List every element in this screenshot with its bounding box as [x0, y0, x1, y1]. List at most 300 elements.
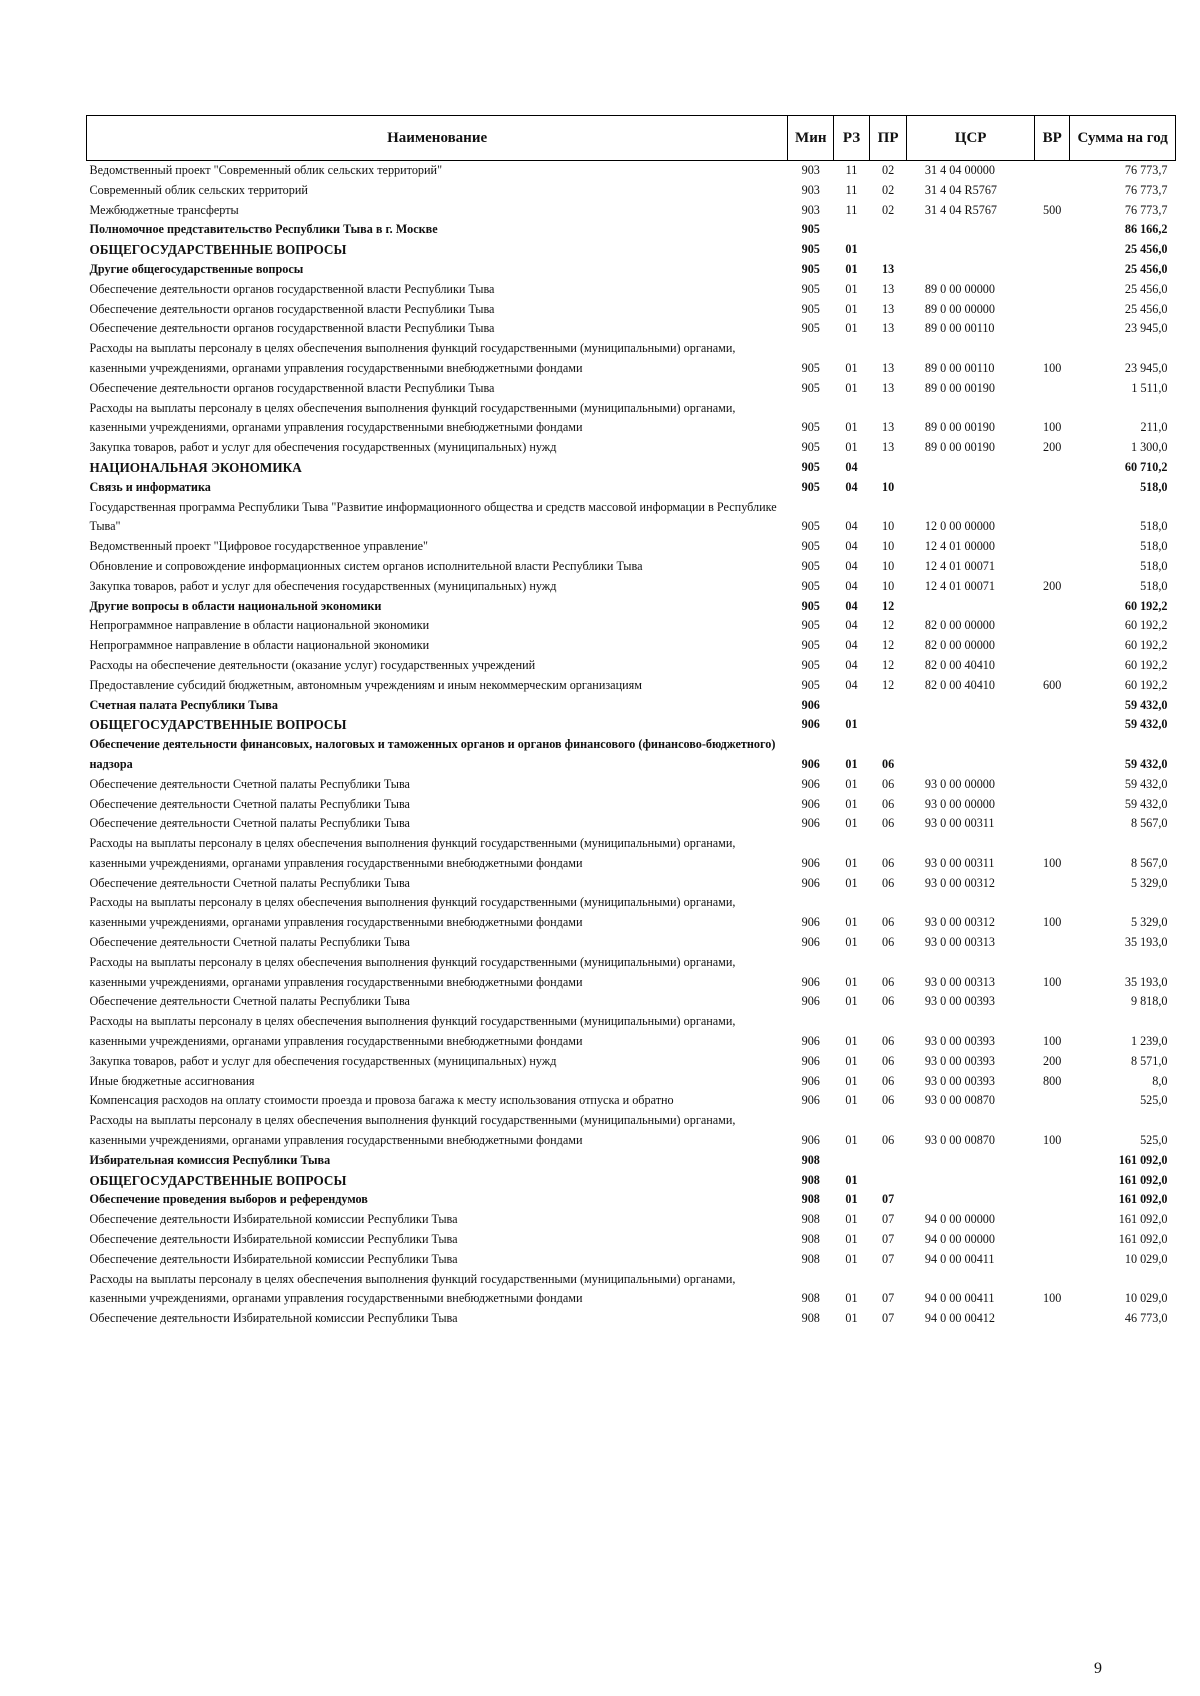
row-csr: 12 4 01 00000 [924, 539, 995, 554]
row-vr: 100 [1043, 855, 1062, 870]
table-row [87, 319, 1176, 339]
row-name: Обеспечение проведения выборов и референдумов [89, 1192, 368, 1207]
row-sum: 161 092,0 [1118, 1152, 1168, 1167]
row-name: Расходы на выплаты персоналу в целях обеспечения выполнения функций государственными (муниципальными) органами, казенными учреждениями, органами управления государственными внебюджетными фондами [89, 1271, 736, 1306]
row-csr [907, 597, 1035, 617]
row-vr [1034, 992, 1070, 1012]
table-row [87, 874, 1176, 894]
row-vr [1034, 735, 1070, 775]
row-min: 908 [801, 1192, 820, 1207]
row-vr [1034, 1171, 1070, 1191]
row-vr [1034, 220, 1070, 240]
row-name: Другие общегосударственные вопросы [89, 261, 304, 276]
row-vr [1034, 458, 1070, 478]
row-rz: 01 [845, 321, 858, 336]
row-sum: 10 029,0 [1124, 1291, 1168, 1306]
table-row [87, 834, 1176, 874]
row-rz: 01 [845, 1192, 858, 1207]
row-min: 905 [801, 380, 820, 395]
row-csr: 93 0 00 00393 [924, 1034, 995, 1049]
row-rz: 04 [845, 539, 858, 554]
row-csr: 31 4 04 R5767 [924, 202, 998, 217]
row-sum: 5 329,0 [1130, 875, 1168, 890]
row-name: ОБЩЕГОСУДАРСТВЕННЫЕ ВОПРОСЫ [89, 242, 347, 258]
row-pr: 10 [881, 519, 895, 534]
row-rz: 01 [845, 420, 858, 435]
row-sum: 76 773,7 [1124, 163, 1168, 177]
row-min: 906 [801, 717, 820, 732]
row-rz: 04 [845, 519, 858, 534]
table-row [87, 933, 1176, 953]
row-min: 905 [801, 677, 820, 692]
row-min: 903 [801, 163, 820, 177]
table-row [87, 953, 1176, 993]
row-pr: 07 [881, 1311, 895, 1326]
row-pr: 06 [881, 855, 895, 870]
row-sum: 59 432,0 [1124, 756, 1168, 771]
row-min: 905 [801, 360, 820, 375]
table-row [87, 775, 1176, 795]
row-rz: 01 [845, 380, 858, 395]
row-sum: 161 092,0 [1118, 1172, 1168, 1187]
page-number: 9 [1094, 1660, 1102, 1677]
row-sum: 25 456,0 [1124, 261, 1168, 276]
row-sum: 8 567,0 [1130, 816, 1168, 831]
row-sum: 59 432,0 [1124, 776, 1168, 791]
row-csr: 93 0 00 00311 [924, 855, 995, 870]
row-sum: 35 193,0 [1124, 974, 1168, 989]
row-min: 905 [801, 578, 820, 593]
row-pr: 06 [881, 776, 895, 791]
row-min: 906 [801, 1133, 820, 1148]
row-min: 905 [801, 242, 820, 257]
table-row [87, 616, 1176, 636]
row-sum: 59 432,0 [1124, 796, 1168, 811]
row-vr [1034, 240, 1070, 260]
row-csr: 93 0 00 00313 [924, 974, 995, 989]
row-rz: 01 [845, 994, 858, 1009]
row-pr: 02 [881, 182, 895, 197]
row-name: Современный облик сельских территорий [89, 182, 308, 197]
row-pr: 07 [881, 1291, 895, 1306]
row-rz [834, 1151, 870, 1171]
row-min: 906 [801, 994, 820, 1009]
row-csr: 12 4 01 00071 [924, 578, 995, 593]
row-csr [907, 696, 1035, 716]
table-row [87, 795, 1176, 815]
row-pr: 10 [881, 558, 895, 573]
row-vr: 100 [1043, 974, 1062, 989]
row-vr [1034, 1250, 1070, 1270]
table-row [87, 498, 1176, 538]
row-pr [869, 696, 907, 716]
row-csr [907, 1171, 1035, 1191]
row-rz [834, 696, 870, 716]
column-header-pr: ПР [869, 116, 907, 161]
row-vr [1034, 557, 1070, 577]
row-pr: 12 [881, 598, 895, 613]
table-row [87, 161, 1176, 181]
row-min: 906 [801, 855, 820, 870]
row-pr: 13 [881, 440, 895, 455]
table-row [87, 201, 1176, 221]
row-vr: 100 [1043, 360, 1062, 375]
row-rz: 04 [845, 558, 858, 573]
row-vr: 200 [1043, 578, 1062, 593]
row-min: 905 [801, 459, 820, 474]
row-pr: 13 [881, 321, 895, 336]
row-vr [1034, 181, 1070, 201]
row-pr: 10 [881, 479, 895, 494]
row-name: Межбюджетные трансферты [89, 202, 239, 217]
row-rz: 01 [845, 1172, 858, 1187]
row-min: 908 [801, 1291, 820, 1306]
row-csr [907, 1151, 1035, 1171]
row-rz: 01 [845, 1034, 858, 1049]
row-csr: 94 0 00 00000 [924, 1232, 995, 1247]
table-row [87, 1052, 1176, 1072]
table-row [87, 1210, 1176, 1230]
row-vr [1034, 795, 1070, 815]
row-sum: 10 029,0 [1124, 1251, 1168, 1266]
row-pr: 10 [881, 539, 895, 554]
row-csr: 31 4 04 00000 [924, 163, 995, 177]
table-row [87, 715, 1176, 735]
row-pr [869, 240, 907, 260]
row-vr [1034, 498, 1070, 538]
row-vr [1034, 537, 1070, 557]
row-rz: 01 [845, 935, 858, 950]
row-csr [907, 458, 1035, 478]
row-name: Обеспечение деятельности финансовых, налоговых и таможенных органов и органов финансового (финансово-бюджетного) надзора [89, 737, 776, 771]
row-vr [1034, 814, 1070, 834]
table-row [87, 557, 1176, 577]
table-row [87, 597, 1176, 617]
row-vr [1034, 260, 1070, 280]
row-name: Обеспечение деятельности органов государственной власти Республики Тыва [89, 301, 495, 316]
row-min: 906 [801, 776, 820, 791]
row-sum: 86 166,2 [1124, 222, 1168, 237]
table-row [87, 399, 1176, 439]
row-name: Полномочное представительство Республики Тыва в г. Москве [89, 222, 438, 237]
row-pr: 12 [881, 677, 895, 692]
row-csr: 94 0 00 00000 [924, 1212, 995, 1227]
table-row [87, 300, 1176, 320]
row-pr: 06 [881, 756, 895, 771]
column-header-vr: ВР [1034, 116, 1070, 161]
row-name: Закупка товаров, работ и услуг для обеспечения государственных (муниципальных) нужд [89, 1053, 557, 1068]
row-sum: 23 945,0 [1124, 360, 1168, 375]
row-min: 906 [801, 915, 820, 930]
row-pr: 13 [881, 360, 895, 375]
row-name: Обеспечение деятельности Избирательной комиссии Республики Тыва [89, 1232, 458, 1247]
row-pr: 06 [881, 974, 895, 989]
row-sum: 8 571,0 [1130, 1053, 1168, 1068]
row-rz: 04 [845, 618, 858, 633]
row-vr: 800 [1043, 1073, 1062, 1088]
row-min: 906 [801, 1053, 820, 1068]
row-min: 908 [801, 1251, 820, 1266]
row-csr: 93 0 00 00313 [924, 935, 995, 950]
row-rz: 01 [845, 1093, 858, 1108]
table-row [87, 636, 1176, 656]
row-sum: 60 710,2 [1124, 459, 1168, 474]
row-sum: 59 432,0 [1124, 697, 1168, 712]
row-csr [907, 220, 1035, 240]
row-rz: 04 [845, 638, 858, 653]
row-vr [1034, 319, 1070, 339]
row-csr: 89 0 00 00000 [924, 301, 995, 316]
table-row [87, 1111, 1176, 1151]
row-rz: 01 [845, 855, 858, 870]
row-name: Непрограммное направление в области национальной экономики [89, 618, 430, 633]
row-pr: 06 [881, 1053, 895, 1068]
row-pr: 07 [881, 1251, 895, 1266]
row-pr: 06 [881, 1093, 895, 1108]
row-pr: 06 [881, 1034, 895, 1049]
row-name: Непрограммное направление в области национальной экономики [89, 638, 430, 653]
table-row [87, 1171, 1176, 1191]
row-min: 906 [801, 756, 820, 771]
row-pr: 13 [881, 281, 895, 296]
row-pr: 07 [881, 1232, 895, 1247]
row-sum: 60 192,2 [1124, 677, 1168, 692]
row-rz: 01 [845, 875, 858, 890]
budget-table-sheet [86, 115, 1176, 1329]
row-vr [1034, 1190, 1070, 1210]
row-min: 905 [801, 321, 820, 336]
row-min: 906 [801, 816, 820, 831]
table-row [87, 1250, 1176, 1270]
table-header [87, 116, 1176, 161]
row-rz: 01 [845, 301, 858, 316]
row-vr [1034, 379, 1070, 399]
row-min: 906 [801, 1093, 820, 1108]
table-row [87, 1072, 1176, 1092]
table-row [87, 1012, 1176, 1052]
row-name: Обеспечение деятельности Счетной палаты Республики Тыва [89, 935, 410, 950]
column-header-min: Мин [788, 116, 834, 161]
row-csr: 12 4 01 00071 [924, 558, 995, 573]
row-min: 905 [801, 420, 820, 435]
row-min: 905 [801, 657, 820, 672]
row-vr: 600 [1043, 677, 1062, 692]
table-row [87, 992, 1176, 1012]
row-csr: 82 0 00 00000 [924, 618, 995, 633]
row-name: Обеспечение деятельности Счетной палаты Республики Тыва [89, 796, 410, 811]
row-sum: 25 456,0 [1124, 281, 1168, 296]
row-rz: 01 [845, 717, 858, 732]
row-rz: 01 [845, 1311, 858, 1326]
row-csr: 82 0 00 40410 [924, 677, 995, 692]
row-pr: 13 [881, 261, 895, 276]
table-row [87, 1091, 1176, 1111]
table-row [87, 379, 1176, 399]
row-min: 905 [801, 301, 820, 316]
row-pr: 12 [881, 638, 895, 653]
row-name: Иные бюджетные ассигнования [89, 1073, 255, 1088]
row-csr: 94 0 00 00411 [924, 1251, 995, 1266]
column-header-csr: ЦСР [907, 116, 1035, 161]
row-rz: 01 [845, 281, 858, 296]
row-rz: 01 [845, 1073, 858, 1088]
row-csr [907, 260, 1035, 280]
row-vr [1034, 1210, 1070, 1230]
row-name: Расходы на выплаты персоналу в целях обеспечения выполнения функций государственными (муниципальными) органами, казенными учреждениями, органами управления государственными внебюджетными фондами [89, 400, 736, 435]
row-csr: 89 0 00 00000 [924, 281, 995, 296]
row-vr: 100 [1043, 1034, 1062, 1049]
row-min: 906 [801, 1073, 820, 1088]
row-vr: 500 [1043, 202, 1062, 217]
row-sum: 76 773,7 [1124, 182, 1168, 197]
row-name: Расходы на выплаты персоналу в целях обеспечения выполнения функций государственными (муниципальными) органами, казенными учреждениями, органами управления государственными внебюджетными фондами [89, 895, 736, 930]
row-vr [1034, 478, 1070, 498]
row-name: Обеспечение деятельности Избирательной комиссии Республики Тыва [89, 1212, 458, 1227]
row-vr [1034, 616, 1070, 636]
row-pr: 13 [881, 301, 895, 316]
row-csr: 89 0 00 00110 [924, 360, 995, 375]
row-pr [869, 220, 907, 240]
row-name: ОБЩЕГОСУДАРСТВЕННЫЕ ВОПРОСЫ [89, 1172, 347, 1188]
row-csr: 93 0 00 00393 [924, 1073, 995, 1088]
row-pr: 02 [881, 202, 895, 217]
row-rz: 01 [845, 1212, 858, 1227]
row-vr: 100 [1043, 1133, 1062, 1148]
row-name: Счетная палата Республики Тыва [89, 697, 278, 712]
row-name: Компенсация расходов на оплату стоимости проезда и провоза багажа к месту использования отпуска и обратно [89, 1093, 674, 1108]
row-name: Расходы на выплаты персоналу в целях обеспечения выполнения функций государственными (муниципальными) органами, казенными учреждениями, органами управления государственными внебюджетными фондами [89, 836, 736, 870]
table-row [87, 1190, 1176, 1210]
row-rz: 01 [845, 440, 858, 455]
row-vr: 100 [1043, 1291, 1062, 1306]
row-pr: 06 [881, 1133, 895, 1148]
table-row [87, 220, 1176, 240]
row-min: 908 [801, 1232, 820, 1247]
row-name: Обеспечение деятельности органов государственной власти Республики Тыва [89, 321, 495, 336]
row-rz: 01 [845, 1133, 858, 1148]
row-csr [907, 478, 1035, 498]
row-name: Обновление и сопровождение информационных систем органов исполнительной власти Республики Тыва [89, 558, 643, 573]
row-rz: 04 [845, 677, 858, 692]
table-row [87, 656, 1176, 676]
row-sum: 46 773,0 [1124, 1311, 1168, 1326]
row-rz: 01 [845, 974, 858, 989]
row-pr [869, 458, 907, 478]
row-pr [869, 1171, 907, 1191]
row-pr: 06 [881, 796, 895, 811]
row-rz: 04 [845, 578, 858, 593]
row-name: Расходы на выплаты персоналу в целях обеспечения выполнения функций государственными (муниципальными) органами, казенными учреждениями, органами управления государственными внебюджетными фондами [89, 1014, 736, 1049]
row-vr [1034, 775, 1070, 795]
row-sum: 518,0 [1140, 479, 1168, 494]
row-vr: 100 [1043, 420, 1062, 435]
row-pr: 07 [881, 1192, 895, 1207]
row-min: 905 [801, 479, 820, 494]
row-csr: 93 0 00 00000 [924, 796, 995, 811]
row-rz: 01 [845, 261, 858, 276]
row-sum: 60 192,2 [1124, 657, 1168, 672]
row-vr [1034, 1309, 1070, 1329]
row-min: 905 [801, 558, 820, 573]
table-row [87, 1309, 1176, 1329]
row-min: 905 [801, 440, 820, 455]
row-sum: 60 192,2 [1124, 638, 1168, 653]
row-vr [1034, 933, 1070, 953]
row-pr [869, 1151, 907, 1171]
column-header-sum: Сумма на год [1070, 116, 1176, 161]
row-sum: 1 511,0 [1131, 380, 1168, 395]
row-sum: 8,0 [1152, 1073, 1168, 1088]
row-min: 905 [801, 618, 820, 633]
row-pr: 02 [881, 163, 895, 177]
row-pr: 06 [881, 994, 895, 1009]
table-row [87, 1270, 1176, 1310]
row-csr: 89 0 00 00190 [924, 420, 995, 435]
row-csr [907, 735, 1035, 775]
row-name: Обеспечение деятельности Счетной палаты Республики Тыва [89, 994, 410, 1009]
row-sum: 1 239,0 [1130, 1034, 1168, 1049]
row-pr: 07 [881, 1212, 895, 1227]
row-sum: 161 092,0 [1118, 1232, 1168, 1247]
row-sum: 23 945,0 [1124, 321, 1168, 336]
table-row [87, 537, 1176, 557]
row-rz: 11 [845, 182, 858, 197]
row-min: 906 [801, 697, 820, 712]
row-name: Предоставление субсидий бюджетным, автономным учреждениям и иным некоммерческим организациям [89, 677, 642, 692]
row-min: 906 [801, 974, 820, 989]
row-csr: 82 0 00 40410 [924, 657, 995, 672]
table-row [87, 1151, 1176, 1171]
row-name: Обеспечение деятельности Избирательной комиссии Республики Тыва [89, 1311, 458, 1326]
budget-table [86, 115, 1176, 1329]
row-vr [1034, 161, 1070, 181]
row-sum: 60 192,2 [1124, 618, 1168, 633]
row-rz: 04 [845, 479, 858, 494]
row-name: Другие вопросы в области национальной экономики [89, 598, 382, 613]
row-min: 908 [801, 1311, 820, 1326]
row-csr: 94 0 00 00411 [924, 1291, 995, 1306]
row-vr [1034, 715, 1070, 735]
row-min: 905 [801, 539, 820, 554]
row-name: ОБЩЕГОСУДАРСТВЕННЫЕ ВОПРОСЫ [89, 717, 347, 733]
row-csr [907, 1190, 1035, 1210]
row-sum: 518,0 [1140, 539, 1168, 554]
row-sum: 5 329,0 [1130, 915, 1168, 930]
column-header-name: Наименование [87, 116, 788, 161]
row-csr: 93 0 00 00393 [924, 1053, 995, 1068]
row-sum: 59 432,0 [1124, 717, 1168, 732]
table-row [87, 240, 1176, 260]
row-rz: 04 [845, 598, 858, 613]
row-name: Обеспечение деятельности Счетной палаты Республики Тыва [89, 776, 410, 791]
row-rz: 01 [845, 1291, 858, 1306]
row-sum: 76 773,7 [1124, 202, 1168, 217]
row-min: 905 [801, 598, 820, 613]
row-vr [1034, 300, 1070, 320]
row-sum: 525,0 [1140, 1093, 1168, 1108]
row-min: 906 [801, 796, 820, 811]
row-csr: 89 0 00 00110 [924, 321, 995, 336]
row-csr: 94 0 00 00412 [924, 1311, 995, 1326]
row-name: Обеспечение деятельности Избирательной комиссии Республики Тыва [89, 1251, 458, 1266]
row-name: Расходы на выплаты персоналу в целях обеспечения выполнения функций государственными (муниципальными) органами, казенными учреждениями, органами управления государственными внебюджетными фондами [89, 1113, 736, 1148]
row-name: Ведомственный проект "Современный облик сельских территорий" [89, 163, 443, 177]
row-rz: 04 [845, 657, 858, 672]
row-name: Расходы на обеспечение деятельности (оказание услуг) государственных учреждений [89, 657, 536, 672]
table-row [87, 1230, 1176, 1250]
row-vr [1034, 874, 1070, 894]
row-name: Связь и информатика [89, 479, 211, 494]
